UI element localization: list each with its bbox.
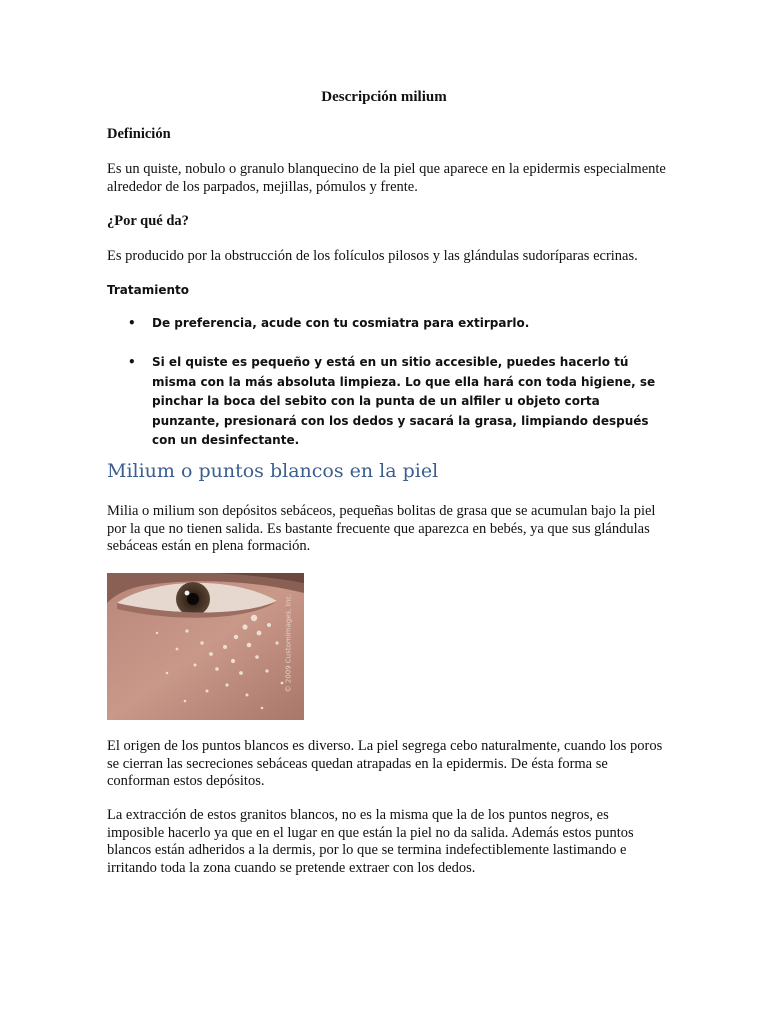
paragraph-milia: Milia o milium son depósitos sebáceos, pequeñas bolitas de grasa que se acumulan bajo la piel por la que no tienen salida. Es bastante frecuente que aparezca en bebés, ya que sus glándulas sebáceas están en plena formación.: [107, 503, 656, 554]
why-heading: ¿Por qué da?: [107, 213, 189, 229]
definition-heading: Definición: [107, 126, 171, 142]
skin-photo: [107, 573, 304, 720]
treatment-heading: Tratamiento: [107, 283, 189, 297]
paragraph-origin: El origen de los puntos blancos es diverso. La piel segrega cebo naturalmente, cuando los poros se cierran las secreciones sebáceas quedan atrapadas en la epidermis. De ésta forma se conforman estos depósitos.: [107, 738, 663, 789]
section-heading: Milium o puntos blancos en la piel: [107, 460, 439, 482]
document-title: Descripción milium: [321, 89, 447, 105]
why-text: Es producido por la obstrucción de los folículos pilosos y las glándulas sudoríparas ecrinas.: [107, 248, 638, 264]
photo-watermark: © 2009 CustomImages, Inc.: [284, 593, 293, 693]
definition-text: Es un quiste, nobulo o granulo blanquecino de la piel que aparece en la epidermis especialmente alrededor de los parpados, mejillas, pómulos y frente.: [107, 161, 666, 195]
bullet-text: De preferencia, acude con tu cosmiatra para extirparlo.: [152, 316, 530, 330]
skin-photo-illustration: [107, 573, 304, 720]
bullet-text: Si el quiste es pequeño y está en un sitio accesible, puedes hacerlo tú misma con la más absoluta limpieza. Lo que ella hará con toda higiene, se pinchar la boca del sebito con la punta de un alfiler u objeto corta punzante, presionará con los dedos y sacará la grasa, limpiando después con un desinfectante.: [152, 355, 656, 447]
paragraph-extraction: La extracción de estos granitos blancos, no es la misma que la de los puntos negros, es imposible hacerlo ya que en el lugar en que están la piel no da salida. Además estos puntos blancos están adheridos a la dermis, por lo que se termina indefectiblemente lastimando e irritando toda la zona cuando se pretende extraer con los dedos.: [107, 807, 634, 876]
bullet-dot: •: [128, 355, 136, 369]
bullet-dot: •: [128, 316, 136, 330]
